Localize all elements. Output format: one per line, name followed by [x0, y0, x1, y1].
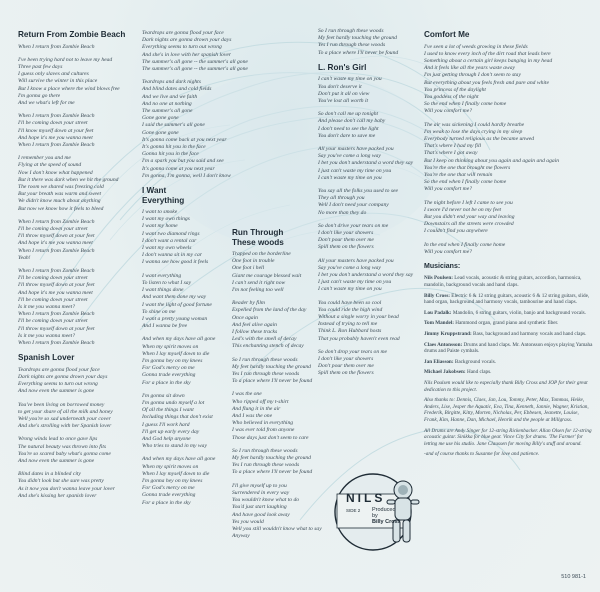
lyric-line: I want everything: [142, 272, 182, 279]
lyric-stanza: [18, 436, 128, 465]
song-title: L. Ron's Girl: [318, 62, 367, 72]
lyric-line: I can't waste my time on you: [318, 286, 382, 293]
lyrics-column-4: [318, 28, 428, 384]
lyric-line: And we what's left for me: [18, 99, 75, 106]
lyric-line: That's where I got away: [424, 150, 478, 157]
lyric-line: And now even the summer is gone: [18, 457, 95, 464]
lyric-line: I'm just getting through I don't seem to stay: [424, 72, 521, 79]
lyric-line: I said the summer's all gone: [142, 122, 205, 129]
lyric-line: to get your share of all the milk and honey: [18, 408, 113, 415]
lyric-line: My feet hardly touching the ground: [318, 35, 397, 42]
lyric-line: I've been trying hard not to leave my head: [18, 56, 113, 63]
lyric-stanza: [18, 367, 128, 396]
lyric-line: And hope it's me you wanna meet: [18, 134, 93, 141]
lyric-line: And we live and we faith: [142, 93, 198, 100]
lyric-line: Teardrops are gonna flood your face: [18, 366, 100, 373]
credits-note: Nils Poulsen would like to especially thank Billy Cross and JOP for their great dedication to this project.: [424, 380, 588, 393]
lyric-line: And blind dates and cold fields: [142, 86, 212, 93]
lyric-line: I can't send it right now: [232, 279, 286, 286]
lyric-line: And when my days have all gone: [142, 336, 216, 343]
lyric-line: And she's strolling with her Spanish lover: [18, 423, 112, 430]
lyric-line: Anyway: [232, 533, 250, 540]
lyric-line: Including things that don't exist: [142, 414, 213, 421]
lyric-line: I'll throw myself down at your feet: [18, 325, 95, 332]
lyric-line: Everything seems to turn out wrong: [18, 381, 98, 388]
musician-credit: [424, 342, 594, 355]
lyric-line: When I return from Zombie Beach: [18, 113, 95, 120]
lyric-line: I'm gonna go there: [18, 92, 61, 99]
lyric-stanza: [18, 155, 128, 213]
lyric-line: I bet you don't understand a word they say: [318, 160, 414, 167]
lyric-line: My feet hardly touching the ground: [232, 455, 311, 462]
lyric-line: Those days just don't seem to care: [232, 434, 309, 441]
lyric-line: Teardrops are gonna flood your face: [142, 30, 224, 36]
lyric-line: This enchanting stench of decay: [232, 343, 304, 350]
lyric-line: I want to smoke: [142, 209, 178, 216]
lyric-stanza: [232, 448, 342, 477]
lyric-stanza: [424, 242, 594, 256]
musician-role: Background vocals.: [454, 358, 497, 365]
lyric-line: And flung it in the air: [232, 405, 281, 412]
lyric-stanza: [142, 30, 252, 73]
lyric-stanza: [18, 57, 128, 107]
song-title: Run Through These woods: [232, 228, 284, 247]
logo-produced-text: Produced: [372, 507, 396, 513]
lyric-line: So I run through these woods: [232, 447, 298, 454]
lyric-line: But now we know how it feels to bleed: [18, 205, 104, 212]
lyric-line: And it feels like all the years waste away: [424, 65, 516, 72]
lyric-line: No more than they do: [318, 209, 367, 216]
lyric-line: You princess of the daylight: [424, 86, 486, 93]
catalog-number: 510 981-1: [561, 574, 586, 580]
musician-credit: [424, 320, 594, 327]
lyric-line: Led's with the smell of decay: [232, 336, 297, 343]
lyric-stanza: [232, 391, 342, 441]
lyric-line: I remember you and me: [18, 155, 71, 162]
lyric-stanza: [318, 111, 428, 140]
lyric-line: You've lost all worth it: [318, 97, 369, 104]
song-title: I Want Everything: [142, 186, 185, 205]
lyric-line: You could have been so cool: [318, 299, 382, 306]
lyric-line: When I return from Zombie Beach: [18, 43, 95, 50]
lyric-line: And she's in love with her spanish lover: [142, 51, 231, 58]
lyric-line: They all through you: [318, 195, 365, 202]
lyric-line: The summer's all gone -- the summer's all gone: [142, 66, 248, 73]
lyric-line: Gonna trade everything: [142, 492, 196, 499]
lyric-line: Well I don't need your company: [318, 202, 389, 209]
musician-name: Claes Antonsson:: [424, 341, 464, 348]
lyric-line: And hope it's me you wanna meet: [18, 240, 93, 247]
lyric-line: I'll throw myself down at your feet: [18, 282, 95, 289]
lyric-line: All your masters have packed you: [318, 145, 394, 152]
lyric-line: The air was sickening I could hardly breathe: [424, 121, 525, 128]
lyric-line: I'll be coming down your street: [18, 318, 88, 325]
lyric-line: Gone gone gone: [142, 129, 179, 136]
lyric-line: I couldn't find you anywhere: [424, 228, 488, 235]
lyric-line: My feet hardly touching the ground: [232, 363, 311, 370]
lyric-line: You goddess of the night: [424, 93, 479, 100]
lyric-stanza: [318, 188, 428, 217]
lyric-line: Who believed in everything: [232, 420, 294, 427]
lyric-line: You wouldn't know what to do: [232, 497, 300, 504]
lyric-line: Surrendered in every way: [232, 489, 290, 496]
lyric-line: Now I don't know what happened: [18, 169, 93, 176]
musician-name: Nils Poulsen:: [424, 275, 455, 282]
lyric-stanza: [18, 44, 128, 51]
lyric-stanza: [318, 223, 428, 252]
lyric-line: I'm not feeling too well: [232, 287, 284, 294]
lyric-line: I guess only slaves and cultures: [18, 71, 89, 78]
lyric-line: I don't want a rental car: [142, 237, 197, 244]
musician-role: Lead vocals, acoustic & string guitars, accordion, harmonica, mandolin, background vocals and hand claps.: [424, 275, 582, 289]
lyric-line: It's gonna come back at you next year: [142, 136, 227, 143]
lyric-line: One foot i hell: [232, 265, 265, 272]
lyric-stanza: [18, 219, 128, 262]
lyric-line: And God help anyone: [142, 435, 191, 442]
song-title: Spanish Lover: [18, 353, 75, 363]
lyric-line: The night before I left I came to see you: [424, 199, 513, 206]
musician-name: Tom Mandel:: [424, 320, 456, 327]
logo-band-name: NILS: [346, 491, 386, 505]
lyric-line: Trapped on the borderline: [232, 251, 291, 257]
lyric-line: To a place where I'll never be found: [232, 469, 313, 476]
musician-role: Electric 6 & 12 string guitars, acoustic 6 & 12 string guitars, slide, hand organ, background and harmony vocals, tambourine and hand claps.: [424, 292, 590, 306]
lyric-stanza: [318, 76, 428, 105]
lyric-line: Gonna trade everything: [142, 372, 196, 379]
musician-name: Jimmy Kruppstrand:: [424, 331, 473, 338]
lyric-line: The natural beauty was thrown into fits: [18, 443, 107, 450]
lyric-line: I'll give myself up to you: [232, 482, 287, 489]
lyric-line: Don't pour them over me: [318, 237, 374, 244]
lyric-line: Gone gone gone: [142, 115, 179, 122]
lyric-line: We didn't know much about anything: [18, 198, 101, 205]
song-title: Comfort Me: [424, 30, 470, 39]
lyric-line: You could ride the high wind: [318, 306, 383, 313]
lyric-line: When I return from Zombie Beach: [18, 311, 95, 318]
lyric-line: You don't dare to save me: [318, 132, 376, 139]
lyric-stanza: [424, 122, 594, 194]
lyric-line: And no one at nothing: [142, 100, 192, 107]
lyric-line: For a place in the sky: [142, 499, 191, 506]
lyric-line: Will you comfort me?: [424, 248, 473, 255]
lyric-line: That you probably haven't even read: [318, 335, 400, 342]
lyric-line: Three past few days: [18, 63, 63, 70]
lyric-line: Everybody turned religious as the became unwed: [424, 135, 535, 142]
lyric-line: Will survive the winter in this place: [18, 78, 98, 85]
lyric-line: I'm a spark you but you said and see: [142, 158, 224, 165]
lyric-line: I want a pretty young woman: [142, 315, 208, 322]
musician-credit: [424, 359, 594, 366]
lyric-line: Say you've come a long way: [318, 153, 381, 160]
lyric-line: Yes I run through these woods: [232, 371, 300, 378]
lyric-line: Will you comfort me?: [424, 108, 473, 115]
lyric-line: For God's mercy on me: [142, 365, 195, 372]
lyric-line: When I lay myself down to die: [142, 470, 210, 477]
lyric-line: I'm gonna hey on my knees: [142, 477, 203, 484]
lyric-line: Yes you would: [232, 518, 264, 525]
lyric-line: Flying at the speed of sound: [18, 162, 82, 169]
lyric-line: As it now you don't wanna leave your lover: [18, 485, 115, 492]
musician-name: Lou Padalk:: [424, 309, 453, 316]
lyric-line: I don't like your showers: [318, 229, 374, 236]
lyric-line: When I return from Zombie Beach: [18, 267, 95, 274]
lyric-line: I used to know every inch of the dirt road that leads here: [424, 50, 551, 57]
lyric-line: And now even the summer is gone: [18, 388, 95, 395]
lyric-stanza: [18, 402, 128, 431]
musician-credit: [424, 310, 594, 317]
lyric-line: I want things done: [142, 287, 184, 294]
lyric-line: I wanna see how good it feels: [142, 259, 209, 266]
lyric-stanza: [318, 300, 428, 343]
lyric-line: Teardrops and dark nights: [142, 79, 201, 86]
lyric-line: I can't waste my time on you: [318, 174, 382, 181]
musician-credit: [424, 293, 594, 306]
logo-producer-name: Billy Cross: [372, 519, 401, 526]
lyric-line: Don't pour them over me: [318, 363, 374, 370]
musician-credit: [424, 331, 594, 338]
lyric-line: Yes I run through these woods: [318, 42, 386, 49]
lyric-line: I follow these tracks: [232, 329, 278, 336]
lyric-line: And please don't call my baby: [318, 118, 386, 125]
musician-name: Jan Eliasson:: [424, 358, 455, 365]
lyric-line: But everything about you feels fresh and pure and white: [424, 79, 549, 86]
lyric-line: When I return from Zombie Beach: [18, 340, 95, 347]
lyric-line: But I know a place where the wind blows free: [18, 85, 120, 92]
lyric-line: And have good look away: [232, 511, 290, 518]
lyric-line: In the end when I finally come home: [424, 241, 506, 248]
lyric-line: I just can't waste my time on you: [318, 167, 392, 174]
lyric-line: Well you still wouldn't know what to say: [232, 525, 322, 532]
lyric-line: Yeah!: [18, 254, 31, 261]
musician-name: Michael Jakobsen:: [424, 369, 467, 376]
musicians-heading: Musicians:: [424, 262, 461, 270]
lyric-line: One foot in trouble: [232, 258, 275, 265]
lyric-line: I'll know myself down at your feet: [18, 127, 94, 134]
lyric-line: When I return from Zombie Beach: [18, 247, 95, 254]
lyric-line: Wrong winds lead to once gave lips: [18, 436, 98, 443]
lyric-line: For God's mercy on me: [142, 485, 195, 492]
logo-side-label: SIDE 2: [346, 508, 361, 513]
lyric-line: So don't drive your tears on me: [318, 222, 389, 229]
lyric-line: Giant me courage blessed wait: [232, 272, 302, 279]
credits-note: -and of course thanks to Susanne for love and patience.: [424, 451, 540, 458]
credits-note: Also thanks to: Dennis, Claes, Jan, Lou, Tommy, Peter, Max, Tommas, Heike, Anders, Lise, Jesper the Aquatic, Eva, Tina, Kenneth, Jannie, Wagner, Kristian, Frederik, Birgitte, Kitty, Morten, Nicholas, Per, Ebbesen, Jeanette, Louise, Frank, Kim, Hanne, Dan, Michael, Henrik and the people at Millgrass.: [424, 397, 589, 423]
lyric-line: Spill them on the flowers: [318, 370, 374, 377]
lyric-line: And want them done my way: [142, 294, 207, 301]
lyric-line: When my spirit moves on: [142, 463, 199, 470]
lyric-line: I'll get up early every day: [142, 428, 200, 435]
lyric-line: Everything seems to turn out wrong: [142, 44, 222, 51]
lyric-line: When I return from Zombie Beach: [18, 218, 95, 225]
lyric-line: Say you've come a long way: [318, 264, 381, 271]
lyric-line: Yes I run through these woods: [232, 462, 300, 469]
lyric-line: I swore I'd never not be on my feet: [424, 206, 502, 213]
musician-name: Billy Cross:: [424, 292, 452, 299]
lyric-line: Without a single worry in your head: [318, 314, 399, 320]
lyric-line: So the end when I finally come home: [424, 179, 507, 186]
lyric-line: And when my days have all gone: [142, 456, 216, 463]
lyric-line: I've seen a lot of weeds growing in these fields: [424, 43, 528, 50]
musician-credit: [424, 369, 594, 376]
lyric-stanza: [424, 44, 594, 116]
lyric-line: I want my own wheels: [142, 245, 192, 252]
lyric-line: I can't waste my time on you: [318, 76, 382, 83]
lyric-line: But you didn't end your way and leaving: [424, 213, 515, 220]
lyric-line: The summer's all gone -- the summer's all gone: [142, 58, 248, 65]
lyric-line: Of all the things I want: [142, 407, 194, 414]
lyric-line: Reader by film: [232, 300, 265, 307]
lyric-line: But your breath was warm and sweet: [18, 191, 102, 198]
lyric-line: That's where I had my fill: [424, 143, 482, 150]
lyric-stanza: [424, 200, 594, 236]
lyric-line: To listen to what I say: [142, 279, 192, 286]
lyric-line: You're the one that will remain: [424, 171, 493, 178]
lyric-line: You're so scared baby what's gonna come: [18, 450, 111, 457]
lyric-line: I just can't waste my time on you: [318, 279, 392, 286]
lyric-line: You didn't look but she sure was pretty: [18, 478, 104, 485]
lyric-line: I want my own things: [142, 216, 190, 223]
lyric-line: Who ripped off my t-shirt: [232, 398, 289, 405]
lyric-line: Once again: [232, 314, 258, 321]
lyric-line: The room we shared was freezing cold: [18, 183, 104, 190]
logo-produced-by: [372, 507, 401, 526]
lyric-line: The summer's all gone: [142, 108, 193, 115]
lyric-stanza: [318, 258, 428, 294]
lyric-line: To shine on me: [142, 308, 176, 315]
lyric-line: You've been living on borrowed money: [18, 401, 105, 408]
lyric-line: I'm gonna hey on my knees: [142, 357, 203, 364]
lyric-line: Something about a certain girl keeps banging in my head: [424, 57, 553, 64]
lyric-line: But it there was dark when we hit the ground: [18, 176, 119, 183]
lyric-line: To a place where I'll never be found: [232, 378, 313, 385]
lyric-line: I was ever told from anyone: [232, 427, 295, 434]
lyric-line: I want the light of good fortune: [142, 301, 212, 308]
lyric-line: Is it me you wanna meet?: [18, 332, 76, 339]
lyric-line: Spill them on the flowers: [318, 244, 374, 251]
lyric-line: You'd just start laughing: [232, 504, 287, 511]
lyric-line: I bet you don't understand a word they say: [318, 271, 414, 278]
lyric-line: I'll be coming down your street: [18, 225, 88, 232]
lyric-line: Downstairs all the streets were crowded: [424, 221, 514, 228]
lyric-line: I want two diamond rings: [142, 230, 200, 237]
lyric-stanza: [18, 471, 128, 500]
lyric-line: But I keep on thinking about you again and again and again: [424, 157, 560, 164]
lyric-line: It's gonna hit you in the face: [142, 144, 206, 151]
lyric-line: I'll throw myself down at your feet: [18, 233, 95, 240]
lyric-line: And she's kissing her spanish lover: [18, 492, 97, 499]
lyric-line: Expelled from the land of the day: [232, 307, 307, 314]
lyric-line: Who tries to stand in my way: [142, 443, 207, 450]
lyric-line: All your masters have packed you: [318, 257, 394, 264]
lyric-line: And I wanna be free: [142, 323, 188, 330]
lyric-line: I'm weak to lose the days crying in my sleep: [424, 128, 523, 135]
lyric-line: Is it me you wanna meet?: [18, 304, 76, 310]
song-title: Return From Zombie Beach: [18, 30, 126, 39]
lyric-line: To a place where I'll never be found: [318, 49, 399, 56]
lyric-line: I'm gonna undo myself a lot: [142, 399, 205, 406]
lyric-line: And hope it's me you wanna meet: [18, 289, 93, 296]
musician-credit: [424, 275, 594, 288]
lyric-line: Dark nights are gonna drown your days: [142, 37, 232, 44]
lyric-line: Will you comfort me?: [424, 186, 473, 193]
lyric-line: I guess I'll work hard: [142, 421, 190, 428]
musician-role: Bass, background and harmony vocals and hand claps.: [473, 331, 587, 338]
lyric-line: Think L. Ron Hubbard hosts: [318, 328, 382, 335]
lyric-stanza: [318, 146, 428, 182]
lyric-stanza: [142, 79, 252, 180]
lyric-line: Blind dates in a blinded city: [18, 471, 81, 478]
lyric-line: I don't like your showers: [318, 356, 374, 363]
lyric-line: So I run through these woods: [232, 356, 298, 363]
lyric-line: Dark nights are gonna drown your days: [18, 373, 108, 380]
musician-role: Mandolin, 6 string guitars, violin, banjo and background vocals.: [452, 309, 586, 316]
lyric-line: I don't wanna sit in my car: [142, 252, 202, 259]
lyrics-column-1: [18, 30, 128, 506]
lyric-stanza: [318, 349, 428, 378]
lyric-line: You're the one that brought me flowers: [424, 164, 511, 171]
credits-note: All Drums are Andy Singer for 12-string Rickenbacker. Allan Olsen for 12-string acoustic guitar. Sinikka for blue gear. Vince City for drums. 'The Farmer' for letting me use his studio. Jane Claussen for moving Billy's stuff and around.: [424, 427, 592, 447]
lyric-line: Gonna hit you in the face: [142, 151, 199, 158]
lyric-line: So the end when I finally come home: [424, 101, 507, 108]
lyric-stanza: [232, 483, 342, 541]
lyric-line: When I return from Zombie Beach: [18, 141, 95, 148]
lyric-line: So don't drop your tears on me: [318, 348, 388, 355]
logo-by-text: by: [372, 513, 378, 520]
lyric-stanza: [18, 268, 128, 347]
lyric-line: Don't put it all on view: [318, 90, 370, 97]
lyric-line: I don't need to see the light: [318, 125, 379, 132]
lyric-line: I'm gonna, I'm gonna, well I don't know: [142, 172, 231, 179]
lyric-line: When my spirit moves on: [142, 343, 199, 350]
lyric-line: It's gonna come at you next year: [142, 165, 215, 172]
lyric-line: For a place in the sky: [142, 379, 191, 386]
lyric-line: I'll be coming down your street: [18, 275, 88, 282]
lyric-stanza: [18, 113, 128, 149]
lyric-line: I'll be coming down your street: [18, 120, 88, 127]
lyric-line: I want my home: [142, 223, 178, 230]
lyric-line: And I was the one: [232, 413, 273, 420]
lyrics-column-5: [424, 30, 594, 462]
lyric-line: When I lay myself down to die: [142, 350, 210, 357]
lyric-line: Instead of trying to tell me: [318, 321, 378, 328]
musician-role: Drums and hand claps. Mr. Antonsson enjoys playing Yamaha drums and Paiste cymbals.: [424, 341, 593, 355]
lyric-line: You say all the folks you used to see: [318, 187, 398, 194]
lyric-line: And feel alive again: [232, 321, 277, 328]
lyric-line: I was the one: [232, 391, 262, 398]
musician-role: Hand claps.: [466, 369, 492, 376]
lyric-line: So don't call me up tonight: [318, 111, 379, 118]
lyric-line: I'm gonna sit down: [142, 392, 185, 399]
musician-role: Hammond organ, grand piano and synthetic fiber.: [455, 320, 559, 327]
lyric-stanza: [318, 28, 428, 57]
lyric-line: I'll be coming down your street: [18, 296, 88, 303]
lyric-line: You don't deserve it: [318, 83, 362, 90]
lyric-line: Well you're so sad underneath your cover: [18, 415, 111, 422]
lyric-line: So I run through these woods: [318, 28, 384, 34]
